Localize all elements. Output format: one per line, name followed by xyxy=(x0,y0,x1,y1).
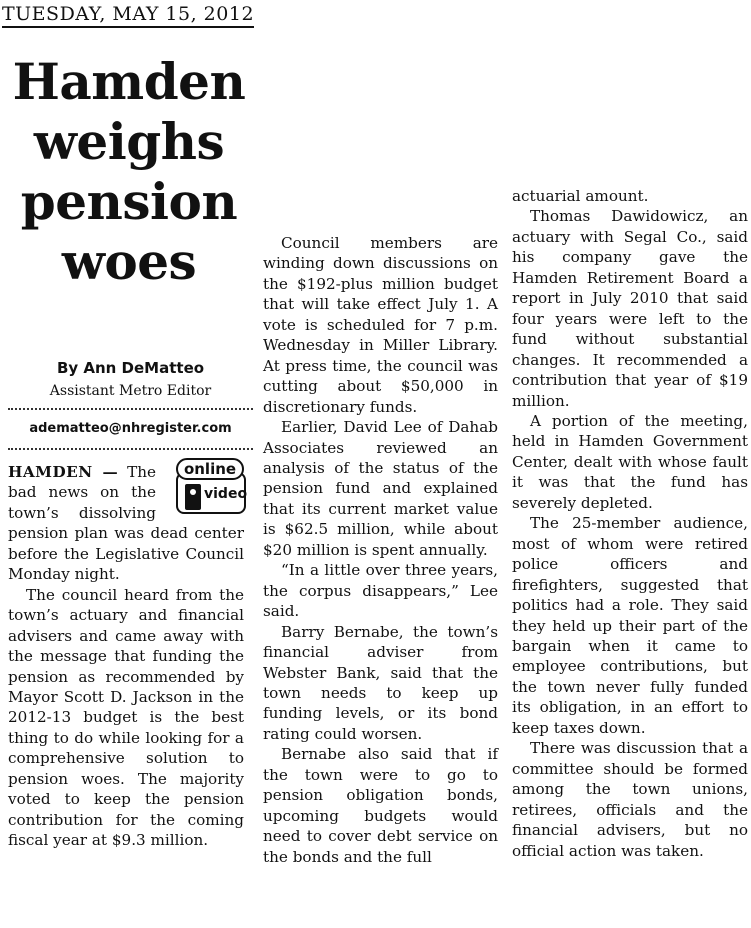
headline-line-1: Hamden xyxy=(12,52,246,111)
headline-line-4: woes xyxy=(61,232,197,291)
paragraph: The 25-member audience, most of whom were retired police officers and firefighters, suggested that politics had a role. They said they held up their part of the bargain when it came to employee contributions, but the town never fully funded its obligation, in an effort to keep taxes down. xyxy=(512,514,748,737)
dateline: TUESDAY, MAY 15, 2012 xyxy=(2,2,254,28)
article-column-3 xyxy=(512,186,748,861)
paragraph: “In a little over three years, the corpus disappears,” Lee said. xyxy=(263,561,498,621)
article-lead-paragraph xyxy=(8,460,248,585)
byline-author: By Ann DeMatteo xyxy=(56,359,205,377)
paragraph: Earlier, David Lee of Dahab Associates reviewed an analysis of the status of the pension fund and explained that its current market value is $62.5 million, while about $20 million is spent annually. xyxy=(263,418,498,559)
paragraph: There was discussion that a committee should be formed among the town unions, retirees, officials and the financial advisers, but no official action was taken. xyxy=(512,739,748,860)
paragraph-continued: actuarial amount. xyxy=(512,187,649,205)
paragraph: Bernabe also said that if the town were to go to pension obligation bonds, upcoming budgets would need to cover debt service on the bonds and the full xyxy=(263,745,498,866)
paragraph: The council heard from the town’s actuary and financial advisers and came away with the message that funding the pension as recommended by Mayor Scott D. Jackson in the 2012-13 budget is the best thing to do while looking for a comprehensive solution to pension woes. The majority voted to keep the pension contribution for the coming fiscal year at $9.3 million. xyxy=(8,585,244,850)
paragraph: Thomas Dawidowicz, an actuary with Segal Co., said his company gave the Hamden Retirement Board a report in July 2010 that said four years were left to the fund without substantial changes. It recommended a contribution that year of $19 million. xyxy=(512,207,748,410)
phone-icon xyxy=(185,484,201,510)
dateline-lead: HAMDEN — xyxy=(8,463,119,481)
paragraph: Barry Bernabe, the town’s financial adviser from Webster Bank, said that the town needs to keep up funding levels, or its bond rating could worsen. xyxy=(263,622,498,743)
article-column-2 xyxy=(263,233,498,867)
divider-dotted-top xyxy=(8,408,253,410)
badge-online-label: online xyxy=(176,458,244,480)
paragraph-text: The bad news on the town’s dissolving pension plan was dead center before the Legislative Council Monday night. xyxy=(8,463,244,584)
byline-title: Assistant Metro Editor xyxy=(49,383,212,399)
paragraph: A portion of the meeting, held in Hamden Government Center, dealt with whose fault it was that the fund has severely depleted. xyxy=(512,411,748,512)
badge-video-label: video xyxy=(204,486,248,502)
headline-line-3: pension xyxy=(20,172,238,231)
online-video-badge[interactable] xyxy=(162,458,248,518)
author-email[interactable]: adematteo@nhregister.com xyxy=(29,421,232,436)
paragraph: Council members are winding down discussions on the $192-plus million budget that will take effect July 1. A vote is scheduled for 7 p.m. Wednesday in Miller Library. At press time, the council was cutting about $50,000 in discretionary funds. xyxy=(263,234,498,416)
article-column-1 xyxy=(8,460,248,851)
headline xyxy=(0,52,258,292)
headline-line-2: weighs xyxy=(33,112,225,171)
divider-dotted-bottom xyxy=(8,448,253,450)
byline xyxy=(8,358,253,401)
